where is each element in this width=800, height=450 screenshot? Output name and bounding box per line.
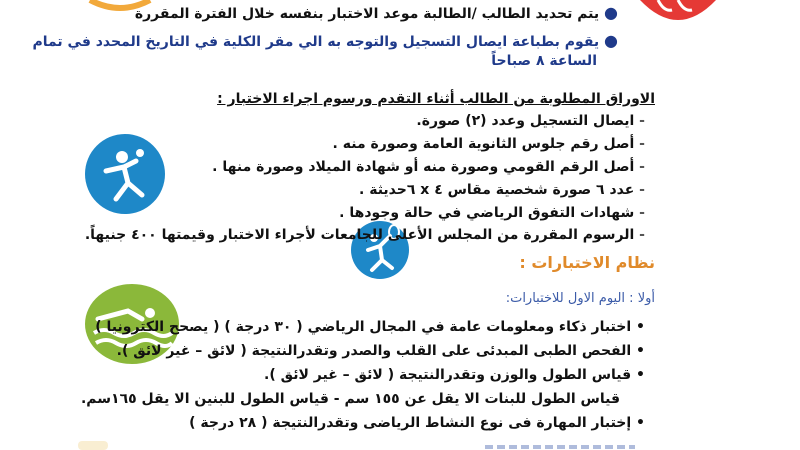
test-item-cont: قياس الطول للبنات الا يقل عن ١٥٥ سم - قياس الطول للبنين الا يقل ١٦٥سم.: [80, 391, 620, 407]
system-heading: نظام الاختبارات :: [519, 253, 655, 272]
doc-item: - عدد ٦ صورة شخصية مقاس ٤ x ٦حديثة .: [359, 182, 645, 198]
doc-item: - أصل رقم جلوس الثانوية العامة وصورة منه .: [332, 136, 645, 152]
bullet-icon: ●: [604, 3, 618, 22]
day1-heading: أولا : اليوم الاول للاختبارات:: [505, 291, 655, 306]
red-sport-logo-icon: [640, 0, 716, 22]
test-item: • قياس الطول والوزن وتقدرالنتيجة ( لائق – غير لائق ).: [264, 367, 645, 383]
test-item: • الفحص الطبى المبدئى على القلب والصدر وتقدرالنتيجة ( لائق – غير لائق ).: [116, 343, 645, 359]
handball-icon: [84, 133, 166, 215]
doc-item: - أصل الرقم القومي وصورة منه أو شهادة الميلاد وصورة منها .: [212, 159, 645, 175]
intro-bullet-2: ● يقوم بطباعة ايصال التسجيل والتوجه به الي مقر الكلية في التاريخ المحدد في تمام: [32, 31, 618, 50]
test-item: • إختبار المهارة فى نوع النشاط الرياضى وتقدرالنتيجة ( ٢٨ درجة ): [189, 415, 645, 431]
doc-item: - شهادات التفوق الرياضي في حالة وجودها .: [339, 205, 645, 221]
bullet-icon: ●: [604, 31, 618, 50]
test-item: • اختبار ذكاء ومعلومات عامة في المجال الرياضي ( ٣٠ درجة ) ( يصحح الكترونيا ): [95, 319, 645, 335]
docs-heading: الاوراق المطلوبة من الطالب أثناء التقدم ورسوم اجراء الاختبار :: [217, 91, 655, 107]
intro-bullet-2-cont: الساعة ٨ صباحاً: [491, 53, 597, 69]
doc-item: - ايصال التسجيل وعدد (٢) صورة.: [416, 113, 645, 129]
intro-bullet-1: ● يتم تحديد الطالب /الطالبة موعد الاختبار بنفسه خلال الفترة المقررة: [134, 3, 618, 22]
doc-item: - الرسوم المقررة من المجلس الأعلى للجامعات لأجراء الاختبار وقيمتها ٤٠٠ جنيهاً.: [84, 227, 645, 243]
cutoff-line: [485, 440, 635, 450]
partial-icon: [78, 441, 108, 450]
